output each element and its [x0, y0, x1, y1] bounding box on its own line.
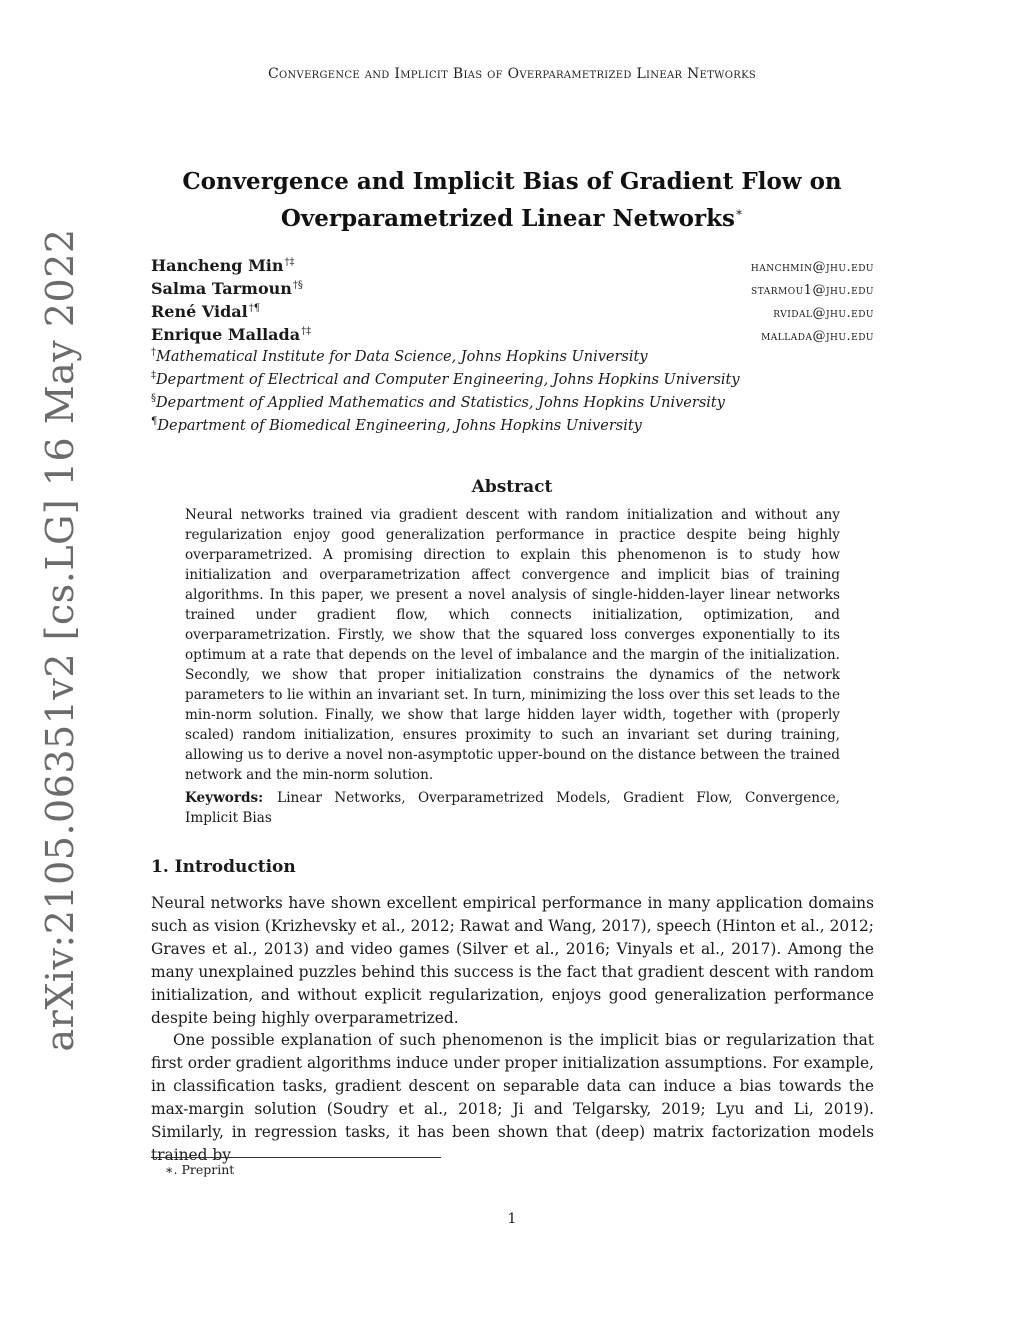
affiliation-text: Mathematical Institute for Data Science, Johns Hopkins University [156, 349, 648, 365]
author-name-text: Enrique Mallada [151, 325, 301, 344]
author-row [151, 325, 874, 348]
author-email: hanchmin@jhu.edu [750, 260, 874, 275]
author-name [151, 325, 311, 344]
running-head: Convergence and Implicit Bias of Overparametrized Linear Networks [267, 66, 756, 82]
affiliation-mark: ‡ [151, 370, 156, 381]
affiliation-text: Department of Electrical and Computer Engineering, Johns Hopkins University [156, 372, 740, 388]
arxiv-identifier-stamp: arXiv:2105.06351v2 [cs.LG] 16 May 2022 [38, 228, 82, 1052]
author-name [151, 256, 294, 275]
author-name [151, 302, 260, 321]
author-row [151, 302, 874, 325]
keywords-text: Linear Networks, Overparametrized Models, Gradient Flow, Convergence, Implicit Bias [185, 790, 840, 826]
author-name-text: René Vidal [151, 302, 248, 321]
title-line-2 [150, 197, 874, 234]
author-affiliation-marks: †‡ [284, 257, 295, 268]
affiliation [151, 370, 740, 393]
author-name-text: Hancheng Min [151, 256, 284, 275]
author-email: rvidal@jhu.edu [773, 306, 874, 321]
author-row [151, 256, 874, 279]
author-email: starmou1@jhu.edu [751, 283, 874, 298]
title-line-2-text: Overparametrized Linear Networks [280, 205, 735, 232]
author-row [151, 279, 874, 302]
affiliation [151, 347, 740, 370]
affiliation-mark: ¶ [151, 416, 158, 427]
author-affiliation-marks: †‡ [301, 326, 312, 337]
affiliation-mark: † [151, 347, 156, 358]
keywords [185, 788, 840, 828]
page-number: 1 [507, 1211, 517, 1227]
affiliation [151, 416, 740, 439]
introduction-paragraph: Neural networks have shown excellent empirical performance in many application domains such as vision (Krizhevsky et al., 2012; Rawat and Wang, 2017), speech (Hinton et al., 2012; Graves et al., 2013) and video games (Silver et al., 2016; Vinyals et al., 2017). Among the many unexplained puzzles behind this success is the fact that gradient descent with random initialization, and without explicit regularization, enjoys good generalization performance despite being highly overparametrized. [151, 894, 874, 1027]
author-name-text: Salma Tarmoun [151, 279, 292, 298]
footnote-divider [151, 1157, 441, 1158]
author-list [151, 256, 874, 348]
author-name [151, 279, 303, 298]
abstract-heading: Abstract [471, 477, 553, 497]
section-heading-introduction: 1. Introduction [151, 857, 296, 877]
keywords-label: Keywords: [185, 790, 264, 806]
affiliation-list [151, 347, 740, 439]
paper-title [150, 166, 874, 234]
title-line-1: Convergence and Implicit Bias of Gradient Flow on [182, 168, 842, 195]
affiliation [151, 393, 740, 416]
affiliation-text: Department of Biomedical Engineering, Johns Hopkins University [157, 418, 642, 434]
abstract-text: Neural networks trained via gradient descent with random initialization and without any regularization enjoy good generalization performance in practice despite being highly overparametrized. A promising direction to explain this phenomenon is to study how initialization and overparametrization affect convergence and implicit bias of training algorithms. In this paper, we present a novel analysis of single-hidden-layer linear networks trained under gradient flow, which connects initialization, optimization, and overparametrization. Firstly, we show that the squared loss converges exponentially to its optimum at a rate that depends on the level of imbalance and the margin of the initialization. Secondly, we show that proper initialization constrains the dynamics of the network parameters to lie within an invariant set. In turn, minimizing the loss over this set leads to the min-norm solution. Finally, we show that large hidden layer width, together with (properly scaled) random initialization, ensures proximity to such an invariant set during training, allowing us to derive a novel non-asymptotic upper-bound on the distance between the trained network and the min-norm solution. [185, 507, 840, 783]
footnote: ∗. Preprint [165, 1162, 235, 1177]
introduction-paragraph: One possible explanation of such phenomenon is the implicit bias or regularization that first order gradient algorithms induce under proper initialization assumptions. For example, in classification tasks, gradient descent on separable data can induce a bias towards the max-margin solution (Soudry et al., 2018; Ji and Telgarsky, 2019; Lyu and Li, 2019). Similarly, in regression tasks, it has been shown that (deep) matrix factorization models trained by [151, 1031, 874, 1164]
author-affiliation-marks: †¶ [248, 303, 261, 314]
author-affiliation-marks: †§ [292, 280, 303, 291]
author-email: mallada@jhu.edu [761, 329, 874, 344]
affiliation-mark: § [151, 393, 156, 404]
affiliation-text: Department of Applied Mathematics and Statistics, Johns Hopkins University [156, 395, 725, 411]
title-footnote-marker: ∗ [734, 205, 744, 219]
